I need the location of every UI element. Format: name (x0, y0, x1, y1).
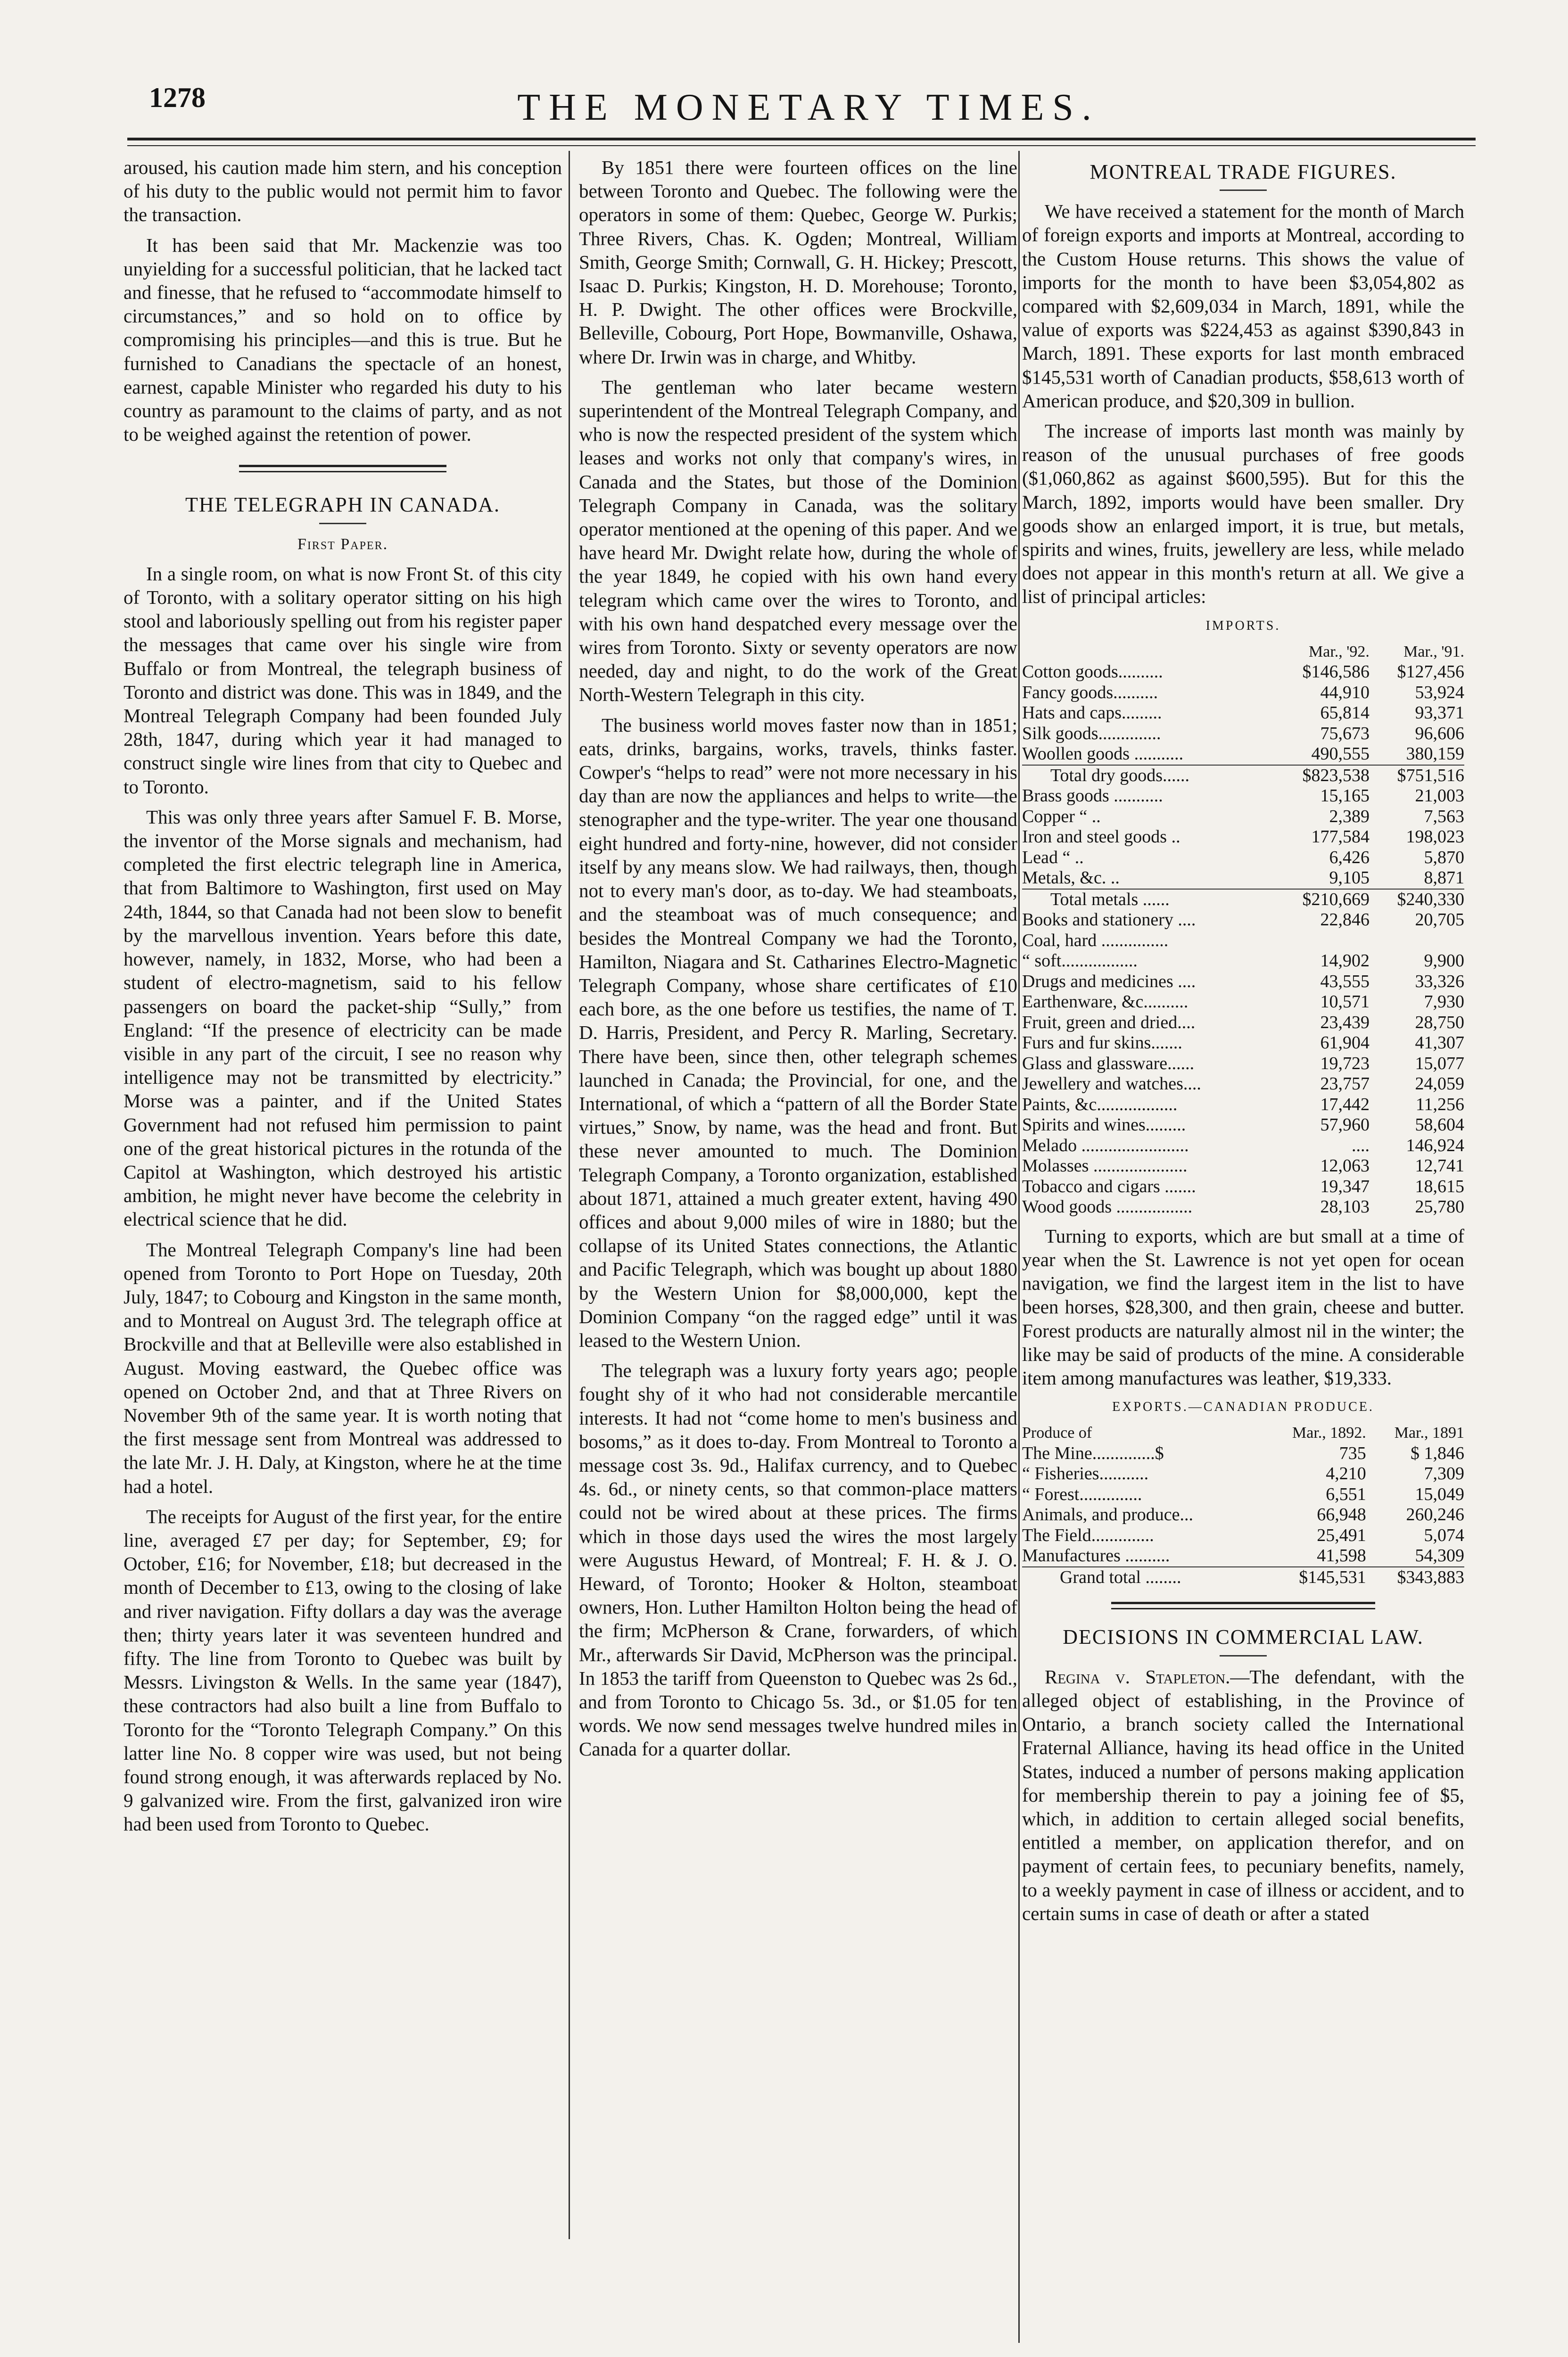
value-current: 44,910 (1320, 682, 1370, 702)
table-row (1022, 848, 1464, 868)
paragraph: The gentleman who later became western superintendent of the Montreal Telegraph Company, and who is now the respected president of the system which leases and works not only that company's wires, in Canada and the States, but those of the Dominion Telegraph Company in Canada, was the solitary operator mentioned at the opening of this paper. And we have heard Mr. Dwight relate how, during the whole of the year 1849, he copied with his own hand every telegram which came over the wires to Toronto, and with his own hand despatched every message over the wires from Toronto. Sixty or seventy operators are now needed, day and night, to do the work of the Great North-Western Telegraph in this city. (579, 376, 1017, 706)
value-current: $146,586 (1302, 662, 1370, 682)
value-current: 22,846 (1320, 910, 1370, 930)
value-current: 57,960 (1320, 1115, 1370, 1135)
paragraph: Turning to exports, which are but small at a time of year when the St. Lawrence is not yet open for ocean navigation, we find the largest item in the list to have been horses, $28,300, and then grain, cheese and butter. Forest products are naturally almost nil in the winter; the like may be said of products of the mine. A considerable item among manufactures was leather, $19,333. (1022, 1225, 1464, 1389)
paragraph: The increase of imports last month was mainly by reason of the unusual purchases of free goods ($1,060,862 as against $600,595). But for this the March, 1892, imports would have been smaller. Dry goods show an enlarged import, it is true, but metals, spirits and wines, fruits, jewellery are less, while melado does not appear in this month's return at all. We give a list of principal articles: (1022, 420, 1464, 608)
item-label: Total metals ...... (1022, 889, 1275, 910)
short-rule (319, 523, 366, 524)
value-current: 10,571 (1320, 992, 1370, 1012)
value-current: 6,551 (1326, 1484, 1366, 1504)
value-previous: 18,615 (1415, 1176, 1464, 1196)
item-label: Brass goods ........... (1022, 786, 1163, 806)
table-row (1022, 1054, 1464, 1074)
table-row (1022, 683, 1464, 703)
item-label: Cotton goods.......... (1022, 662, 1163, 682)
table-row (1022, 1074, 1464, 1095)
paragraph: The business world moves faster now than in 1851; eats, drinks, bargains, works, travels, thinks faster. Cowper's “helps to read” were not more necessary in his day than are now the appliances and helps to write—the stenographer and the type-writer. The year one thousand eight hundred and forty-nine, however, did not consider itself by any means slow. We had railways, then, though not to every man's door, as to-day. We had steamboats, and the steamboat was of much consequence; and besides the Montreal Company we had the Toronto, Hamilton, Niagara and St. Catharines Electro-Magnetic Telegraph Company, whose share certificates of £10 each bore, as the one before us testifies, the name of T. D. Harris, President, and Percy R. Marling, Secretary. There have been, since then, other telegraph schemes launched in Canada; the Provincial, for one, and the International, of which a “pattern of all the Border State virtues,” Snow, by name, was the head and front. But these never amounted to much. The Dominion Telegraph Company, a Toronto organization, established about 1871, attained a much greater extent, having 490 offices and about 9,000 miles of wire in 1880; but the collapse of its United States connections, the Atlantic and Pacific Telegraph, which was bought up about 1880 by the Western Union for $8,000,000, kept the Dominion Company “on the ragged edge” until it was leased to the Western Union. (579, 714, 1017, 1351)
item-label: Earthenware, &c.......... (1022, 992, 1188, 1012)
value-previous: 380,159 (1406, 744, 1464, 764)
imports-table (1022, 642, 1464, 1218)
publication-title: THE MONETARY TIMES. (517, 87, 1100, 128)
value-previous: 11,256 (1415, 1094, 1464, 1114)
value-previous: 24,059 (1415, 1074, 1464, 1094)
value-current: 23,757 (1320, 1074, 1370, 1094)
value-current: .... (1351, 1135, 1370, 1155)
value-previous (1370, 931, 1464, 951)
value-previous: $240,330 (1370, 889, 1464, 910)
table-row (1022, 931, 1464, 951)
item-label: The Field.............. (1022, 1525, 1154, 1545)
item-label: “ Fisheries........... (1022, 1464, 1149, 1484)
section-divider (239, 465, 446, 472)
page-number: 1278 (149, 82, 206, 113)
value-current: 17,442 (1320, 1094, 1370, 1114)
column-header: Mar., '92. (1309, 643, 1370, 660)
column-header: Mar., 1891 (1394, 1424, 1464, 1442)
exports-table-title: EXPORTS.—CANADIAN PRODUCE. (1112, 1400, 1374, 1415)
value-current: $823,538 (1275, 765, 1370, 786)
article-title: MONTREAL TRADE FIGURES. (1089, 160, 1397, 183)
item-label: Furs and fur skins....... (1022, 1033, 1182, 1053)
value-current: 25,491 (1317, 1525, 1366, 1545)
item-label: Paints, &c.................. (1022, 1094, 1178, 1114)
value-current: 490,555 (1311, 744, 1370, 764)
value-previous: 41,307 (1415, 1033, 1464, 1053)
value-current: 23,439 (1320, 1012, 1370, 1032)
paragraph: The Montreal Telegraph Company's line had been opened from Toronto to Port Hope on Tuesday, 20th July, 1847; to Cobourg and Kingston in the same month, and to Montreal on August 3rd. The telegraph office at Brockville and that at Belleville were also established in August. Moving eastward, the Quebec office was opened on October 2nd, and that at Three Rivers on November 9th of the same year. It is worth noting that the first message sent from Montreal was addressed to the late Mr. J. H. Daly, at Kingston, where he at the time had a hotel. (124, 1238, 562, 1497)
item-label: Glass and glassware...... (1022, 1053, 1195, 1073)
table-row (1022, 1443, 1464, 1464)
exports-table (1022, 1423, 1464, 1588)
header-rule (127, 138, 1476, 140)
paragraph (1022, 1665, 1464, 1925)
value-previous: 5,870 (1424, 847, 1464, 867)
value-previous: 33,326 (1415, 971, 1464, 991)
table-row (1022, 703, 1464, 724)
table-row (1022, 1546, 1464, 1567)
item-label: Animals, and produce... (1022, 1505, 1194, 1525)
table-row (1022, 1464, 1464, 1484)
table-row (1022, 1177, 1464, 1197)
paragraph: By 1851 there were fourteen offices on the line between Toronto and Quebec. The following were the operators in some of them: Quebec, George W. Purkis; Three Rivers, Chas. K. Ogden; Montreal, William Smith, George Smith; Cornwall, G. H. Hickey; Prescott, Isaac D. Purkis; Kingston, H. D. Morehouse; Toronto, H. P. Dwight. The other offices were Brockville, Belleville, Cobourg, Port Hope, Bowmanville, Oshawa, where Dr. Irwin was in charge, and Whitby. (579, 157, 1017, 368)
value-current: 6,426 (1329, 847, 1370, 867)
value-previous: 9,900 (1424, 951, 1464, 971)
total-row (1022, 889, 1464, 910)
short-rule (1220, 1655, 1267, 1656)
value-previous: 58,604 (1415, 1115, 1464, 1135)
item-label: Wood goods ................. (1022, 1197, 1193, 1217)
paragraph: The telegraph was a luxury forty years ago; people fought shy of it who had not considerable mercantile interests. It had not “come home to men's business and bosoms,” as it does to-day. From Montreal to Toronto a message cost 3s. 9d., Halifax currency, and to Quebec 4s. 6d., or ninety cents, so that common-place matters could not be wired about at these prices. The firms which in those days used the wires the most largely were Augustus Heward, of Montreal; F. H. & J. O. Heward, of Toronto; Hooker & Holton, steamboat owners, Hon. Luther Hamilton Holton being the head of the firm; McPherson & Crane, forwarders, of which Mr., afterwards Sir David, McPherson was the principal. In 1853 the tariff from Queenston to Quebec was 2s 6d., and from Toronto to Chicago 5s. 3d., or $1.05 for ten words. We now send messages twelve hundred miles in Canada for a quarter dollar. (579, 1360, 1017, 1760)
value-previous: $ 1,846 (1411, 1443, 1464, 1463)
value-previous: 7,309 (1424, 1464, 1464, 1484)
value-current: 43,555 (1320, 971, 1370, 991)
value-current: 19,723 (1320, 1053, 1370, 1073)
paragraph: In a single room, on what is now Front St. of this city of Toronto, with a solitary operator sitting on his high stool and laboriously spelling out from his register paper the messages that came over his single wire from Buffalo or from Montreal, the telegraph business of Toronto and district was done. This was in 1849, and the Montreal Telegraph Company had been founded July 28th, 1847, during which year it had managed to construct single wire lines from that city to Quebec and to Toronto. (124, 562, 562, 798)
value-current: 4,210 (1326, 1464, 1366, 1484)
table-row (1022, 724, 1464, 744)
value-current: 735 (1339, 1443, 1366, 1463)
item-label: Books and stationery .... (1022, 910, 1196, 930)
table-row (1022, 868, 1464, 889)
value-current: 28,103 (1320, 1197, 1370, 1217)
table-row (1022, 1505, 1464, 1525)
value-previous: $343,883 (1366, 1567, 1464, 1588)
item-label: Coal, hard ............... (1022, 930, 1169, 950)
page-header (141, 78, 1476, 134)
table-row (1022, 1136, 1464, 1156)
item-label: Lead “ .. (1022, 847, 1084, 867)
value-previous: 53,924 (1415, 682, 1464, 702)
item-label: Drugs and medicines .... (1022, 971, 1196, 991)
value-current: 41,598 (1317, 1546, 1366, 1566)
table-row (1022, 1115, 1464, 1136)
value-previous: $751,516 (1370, 765, 1464, 786)
column-3 (1022, 156, 1464, 1925)
value-previous: 7,930 (1424, 992, 1464, 1012)
case-name: Regina v. Stapleton. (1045, 1665, 1230, 1688)
column-header: Mar., 1892. (1292, 1424, 1366, 1442)
case-text: —The defendant, with the alleged object of establishing, in the Province of Ontario, a branch society called the International Fraternal Alliance, having its head office in the United States, induced a number of persons making application for membership therein to pay a joining fee of $5, which, in addition to certain alleged social benefits, entitled a member, on application therefor, and on payment of certain fees, to pecuniary benefits, namely, to a weekly payment in case of illness or accident, and to certain sums in case of death or after a stated (1022, 1665, 1464, 1924)
table-row (1022, 744, 1464, 765)
table-row (1022, 1033, 1464, 1054)
value-current: $145,531 (1263, 1567, 1366, 1588)
value-current: 2,389 (1329, 806, 1370, 826)
paragraph: It has been said that Mr. Mackenzie was too unyielding for a successful politician, that he lacked tact and finesse, that he refused to “accommodate himself to circumstances,” and so hold on to office by compromising his principles—and this is true. But he furnished to Canadians the spectacle of an honest, earnest, capable Minister who regarded his duty to his country as paramount to the claims of party, and as not to be weighed against the retention of power. (124, 234, 562, 445)
table-row (1022, 1095, 1464, 1115)
table-row (1022, 951, 1464, 972)
value-previous: $127,456 (1397, 662, 1464, 682)
item-label: Hats and caps......... (1022, 703, 1162, 723)
column-header: Mar., '91. (1403, 643, 1464, 660)
value-current: $210,669 (1275, 889, 1370, 910)
table-row (1022, 972, 1464, 992)
value-previous: 146,924 (1406, 1135, 1464, 1155)
table-row (1022, 910, 1464, 931)
value-previous: 54,309 (1415, 1546, 1464, 1566)
article-subtitle: First Paper. (297, 535, 388, 553)
column-1 (124, 156, 562, 1836)
value-previous: 96,606 (1415, 723, 1464, 743)
table-row (1022, 992, 1464, 1013)
item-label: Jewellery and watches.... (1022, 1074, 1201, 1094)
total-row (1022, 765, 1464, 786)
value-current: 9,105 (1329, 868, 1370, 888)
item-label: The Mine..............$ (1022, 1443, 1164, 1463)
table-row (1022, 1484, 1464, 1505)
total-row (1022, 1567, 1464, 1588)
value-previous: 198,023 (1406, 827, 1464, 847)
item-label: Manufactures .......... (1022, 1546, 1170, 1566)
value-current: 12,063 (1320, 1156, 1370, 1176)
table-row (1022, 1197, 1464, 1218)
value-previous: 5,074 (1424, 1525, 1464, 1545)
value-previous: 7,563 (1424, 806, 1464, 826)
item-label: Metals, &c. .. (1022, 868, 1120, 888)
value-previous: 25,780 (1415, 1197, 1464, 1217)
value-previous: 20,705 (1415, 910, 1464, 930)
item-label: Fancy goods.......... (1022, 682, 1158, 702)
value-previous: 21,003 (1415, 786, 1464, 806)
value-previous: 15,049 (1415, 1484, 1464, 1504)
table-header-row (1022, 642, 1464, 662)
item-label: Tobacco and cigars ....... (1022, 1176, 1196, 1196)
column-header: Produce of (1022, 1424, 1092, 1442)
value-current: 19,347 (1320, 1176, 1370, 1196)
item-label: Melado ........................ (1022, 1135, 1189, 1155)
table-row (1022, 807, 1464, 827)
column-2 (579, 156, 1017, 1761)
table-row (1022, 1013, 1464, 1033)
item-label: “ soft................. (1022, 951, 1138, 971)
item-label: Spirits and wines......... (1022, 1115, 1186, 1135)
value-previous: 15,077 (1415, 1053, 1464, 1073)
paragraph: The receipts for August of the first year, for the entire line, averaged £7 per day; for September, £9; for October, £16; for November, £18; but decreased in the month of December to £13, owing to the closing of lake and river navigation. Fifty dollars a day was the average then; thirty years later it was seventeen hundred and fifty. The line from Toronto to Quebec was built by Messrs. Livingston & Wells. In the same year (1847), these contractors had also built a line from Buffalo to Toronto for the “Toronto Telegraph Company.” On this latter line No. 8 copper wire was used, but not being found strong enough, it was afterwards replaced by No. 9 galvanized wire. From the first, galvanized iron wire had been used from Toronto to Quebec. (124, 1505, 562, 1835)
value-current: 14,902 (1320, 951, 1370, 971)
value-current: 65,814 (1320, 703, 1370, 723)
imports-table-title: IMPORTS. (1205, 618, 1281, 633)
value-current: 177,584 (1311, 827, 1370, 847)
item-label: Woollen goods ........... (1022, 744, 1184, 764)
column-divider-1 (569, 151, 570, 2239)
article-title: DECISIONS IN COMMERCIAL LAW. (1063, 1625, 1424, 1649)
column-divider-2 (1018, 151, 1020, 2343)
value-current: 75,673 (1320, 723, 1370, 743)
value-current: 66,948 (1317, 1505, 1366, 1525)
item-label: Molasses ..................... (1022, 1156, 1188, 1176)
value-current (1275, 931, 1370, 951)
item-label: Silk goods.............. (1022, 723, 1161, 743)
value-previous: 8,871 (1424, 868, 1464, 888)
table-row (1022, 662, 1464, 683)
item-label: Copper “ .. (1022, 806, 1101, 826)
value-previous: 12,741 (1415, 1156, 1464, 1176)
table-row (1022, 1525, 1464, 1546)
item-label: Grand total ........ (1022, 1567, 1263, 1588)
item-label: Total dry goods...... (1022, 765, 1275, 786)
paragraph: We have received a statement for the month of March of foreign exports and imports at Montreal, according to the Custom House returns. This shows the value of imports for the month to have been $3,054,802 as compared with $2,609,034 in March, 1891, while the value of exports was $224,453 as against $390,843 in March, 1891. These exports for last month embraced $145,531 worth of Canadian products, $58,613 worth of American produce, and $20,309 in bullion. (1022, 200, 1464, 412)
value-previous: 93,371 (1415, 703, 1464, 723)
short-rule (1220, 190, 1267, 191)
table-row (1022, 1156, 1464, 1177)
item-label: Fruit, green and dried.... (1022, 1012, 1196, 1032)
table-row (1022, 827, 1464, 848)
paragraph: This was only three years after Samuel F. B. Morse, the inventor of the Morse signals and mechanism, had completed the first electric telegraph line in America, that from Baltimore to Washington, first used on May 24th, 1844, so that Canada had not been slow to benefit by the marvellous invention. Years before this date, however, namely, in 1832, Morse, who had been a student of electro-magnetism, said to his fellow passengers on board the packet-ship “Sully,” from England: “If the presence of electricity can be made visible in any part of the circuit, I see no reason why intelligence may not be transmitted by electricity.” Morse was a painter, and if the United States Government had not refused him permission to paint one of the great historical pictures in the rotunda of the Capitol at Washington, which destroyed his artistic ambition, he might never have become the celebrity in electrical science that he did. (124, 806, 562, 1230)
section-divider (1111, 1602, 1375, 1609)
item-label: “ Forest.............. (1022, 1484, 1142, 1504)
value-current: 61,904 (1320, 1033, 1370, 1053)
item-label: Iron and steel goods .. (1022, 827, 1180, 847)
header-rule-thin (127, 145, 1476, 146)
value-current: 15,165 (1320, 786, 1370, 806)
article-title: THE TELEGRAPH IN CANADA. (185, 493, 501, 517)
value-previous: 260,246 (1406, 1505, 1464, 1525)
table-row (1022, 786, 1464, 807)
table-header-row (1022, 1423, 1464, 1443)
paragraph: aroused, his caution made him stern, and his conception of his duty to the public would not permit him to favor the transaction. (124, 157, 562, 226)
value-previous: 28,750 (1415, 1012, 1464, 1032)
